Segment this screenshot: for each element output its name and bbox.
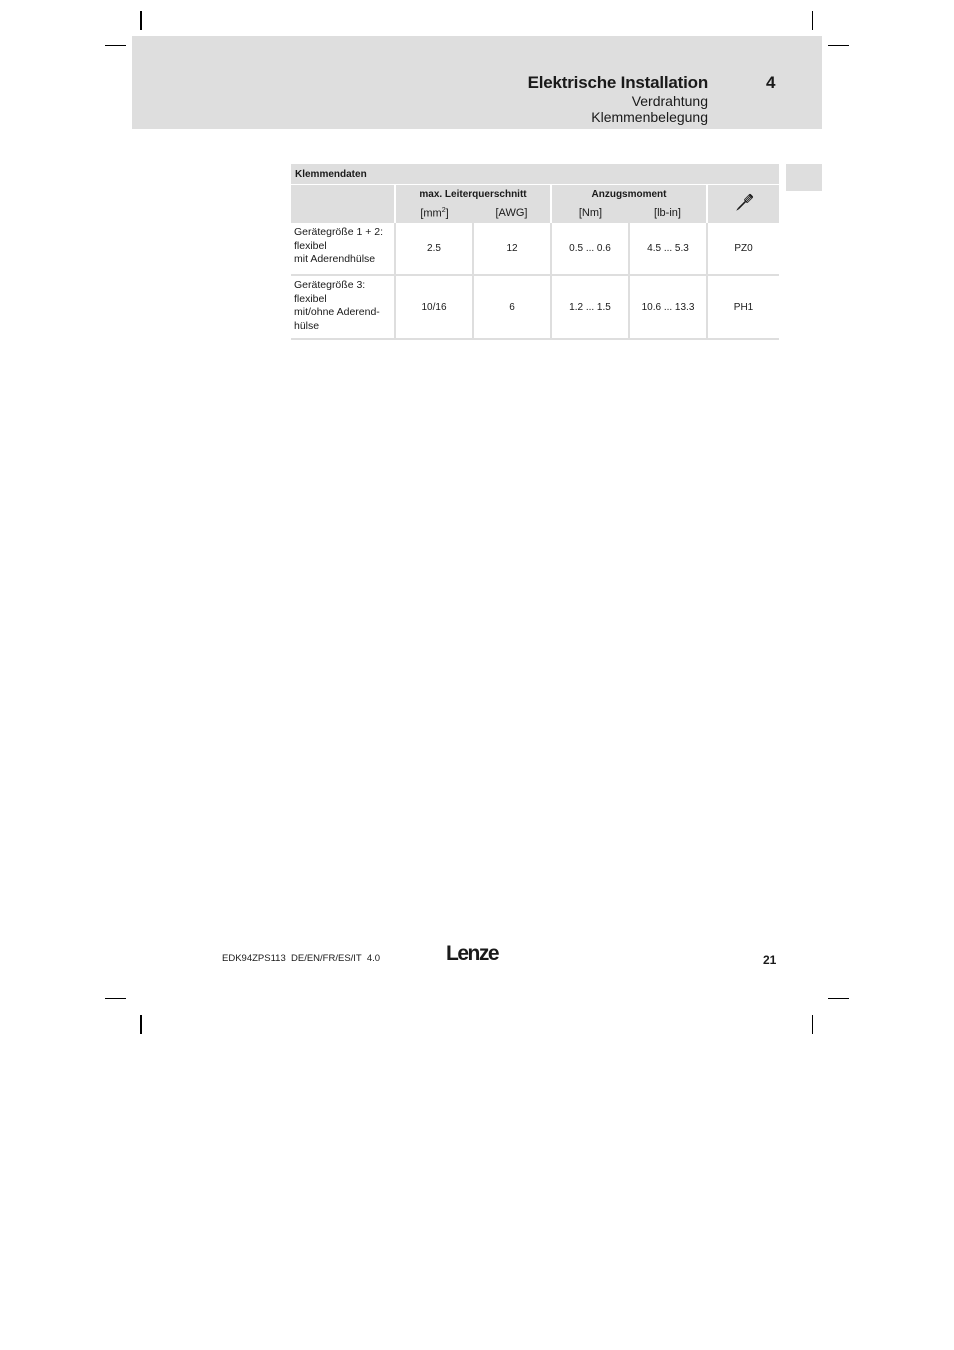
crop-mark bbox=[105, 45, 126, 46]
cell-awg: 12 bbox=[473, 223, 551, 275]
header-conductor-cross-section: max. Leiterquerschnitt bbox=[395, 185, 551, 204]
header-band bbox=[132, 36, 822, 129]
unit-mm2: $[mm^2]$ bbox=[395, 203, 473, 223]
document-id: EDK94ZPS113 DE/EN/FR/ES/IT 4.0 bbox=[222, 953, 381, 964]
chapter-title: Elektrische Installation bbox=[527, 73, 708, 92]
cell-nm: 0.5 ... 0.6 bbox=[551, 223, 629, 275]
chapter-number: 4 bbox=[766, 73, 776, 92]
chapter-side-tab bbox=[786, 164, 822, 191]
row-label: Gerätegröße 3: flexibel mit/ohne Aderend- hülse bbox=[291, 275, 395, 339]
screwdriver-icon bbox=[732, 191, 756, 215]
terminal-data-table bbox=[291, 164, 779, 340]
unit-nm: [Nm] bbox=[551, 203, 629, 223]
header-tightening-torque: Anzugsmoment bbox=[551, 185, 707, 204]
row-label: Gerätegröße 1 + 2: flexibel mit Aderendhülse bbox=[291, 223, 395, 275]
crop-mark bbox=[812, 1015, 813, 1034]
table-corner-cell bbox=[291, 185, 395, 224]
section-subtitle: Verdrahtung bbox=[631, 93, 708, 109]
unit-awg: [AWG] bbox=[473, 203, 551, 223]
unit-lbin: [lb-in] bbox=[629, 203, 707, 223]
subsection-subtitle: Klemmenbelegung bbox=[591, 109, 708, 125]
cell-mm2: 2.5 bbox=[395, 223, 473, 275]
cell-tool: PZ0 bbox=[707, 223, 779, 275]
page-number: 21 bbox=[763, 953, 777, 967]
cell-lbin: 10.6 ... 13.3 bbox=[629, 275, 707, 339]
crop-mark bbox=[140, 11, 142, 30]
crop-mark bbox=[812, 11, 813, 30]
table-title: Klemmendaten bbox=[291, 164, 779, 185]
cell-awg: 6 bbox=[473, 275, 551, 339]
cell-nm: 1.2 ... 1.5 bbox=[551, 275, 629, 339]
table-row bbox=[291, 275, 779, 339]
crop-mark bbox=[105, 998, 126, 999]
crop-mark bbox=[828, 45, 849, 46]
lenze-logo: Lenze bbox=[446, 942, 499, 965]
cell-tool: PH1 bbox=[707, 275, 779, 339]
table-row bbox=[291, 223, 779, 275]
crop-mark bbox=[828, 998, 849, 999]
cell-mm2: 10/16 bbox=[395, 275, 473, 339]
header-tool bbox=[707, 185, 779, 224]
crop-mark bbox=[140, 1015, 142, 1034]
cell-lbin: 4.5 ... 5.3 bbox=[629, 223, 707, 275]
